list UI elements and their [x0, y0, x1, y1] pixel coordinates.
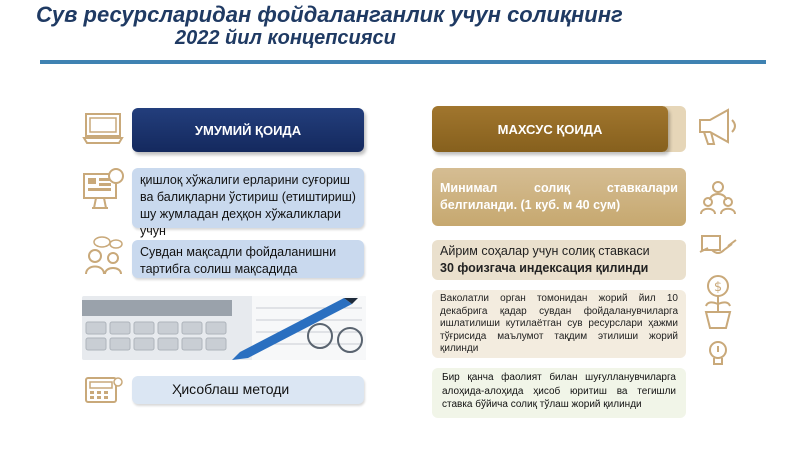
special-rule-item-reporting [432, 290, 686, 358]
calculation-method-box [132, 376, 364, 404]
title-line-1: Сув ресурсларидан фойдаланганлик учун солиқнинг [36, 2, 623, 27]
users-icon [698, 178, 738, 216]
title-divider [40, 60, 766, 64]
general-rule-item-regulation-text: Сувдан мақсадли фойдаланишни тартибга солиш мақсадида [140, 245, 337, 276]
calculator-photo-illustration [82, 296, 366, 360]
indexation-line-1: Айрим соҳалар учун солиқ ставкаси [440, 244, 650, 258]
svg-text:$: $ [713, 280, 723, 295]
calculation-method-text: Ҳисоблаш методи [172, 381, 290, 397]
general-rule-item-irrigation-text: қишлоқ хўжалиги ерларини суғориш ва балиқларни ўстириш (етиштириш) шу жумладан деҳқон хўжаликлари учун [140, 173, 356, 238]
special-rule-item-min-rates [432, 168, 686, 226]
special-rule-item-reporting-text: Ваколатли орган томонидан жорий йил 10 декабрига қадар сувдан фойдаланувчиларга ишлатилиши кутилаётган сув ресурслари ҳажми тўғрисида маълумот тақдим этилиши жорий қилинди [440, 293, 678, 354]
special-rule-item-indexation-text [432, 240, 686, 280]
laptop-icon [82, 108, 124, 148]
general-rule-header: УМУМИЙ ҚОИДА [132, 108, 364, 152]
special-rule-header: МАХСУС ҚОИДА [432, 106, 668, 152]
money-plant-icon [698, 272, 738, 332]
special-rule-item-separate-accounting-text: Бир қанча фаолият билан шуғулланувчиларга алоҳида-алоҳида ҳисоб юритиш ва тегишли ставка бўйича солиқ тўлаш жорий қилинди [442, 372, 676, 410]
calculator-icon [82, 374, 124, 406]
general-rule-item-regulation [132, 240, 364, 278]
special-rule-item-min-rates-text: Минимал солиқ ставкалари белгиланди. (1 куб. м 40 сум) [440, 181, 678, 212]
calculator-photo [82, 296, 366, 360]
general-rule-item-irrigation [132, 168, 364, 238]
title-line-2: 2022 йил концепсияси [175, 27, 396, 49]
indexation-line-2: 30 фоизгача индексация қилинди [440, 261, 649, 275]
megaphone-icon [694, 104, 742, 148]
special-rule-item-separate-accounting [432, 368, 686, 418]
lightbulb-icon [702, 338, 734, 368]
special-rule-item-indexation [432, 240, 686, 280]
dashboard-icon [82, 166, 126, 212]
handshake-icon [698, 230, 738, 262]
people-thoughts-icon [82, 236, 126, 276]
